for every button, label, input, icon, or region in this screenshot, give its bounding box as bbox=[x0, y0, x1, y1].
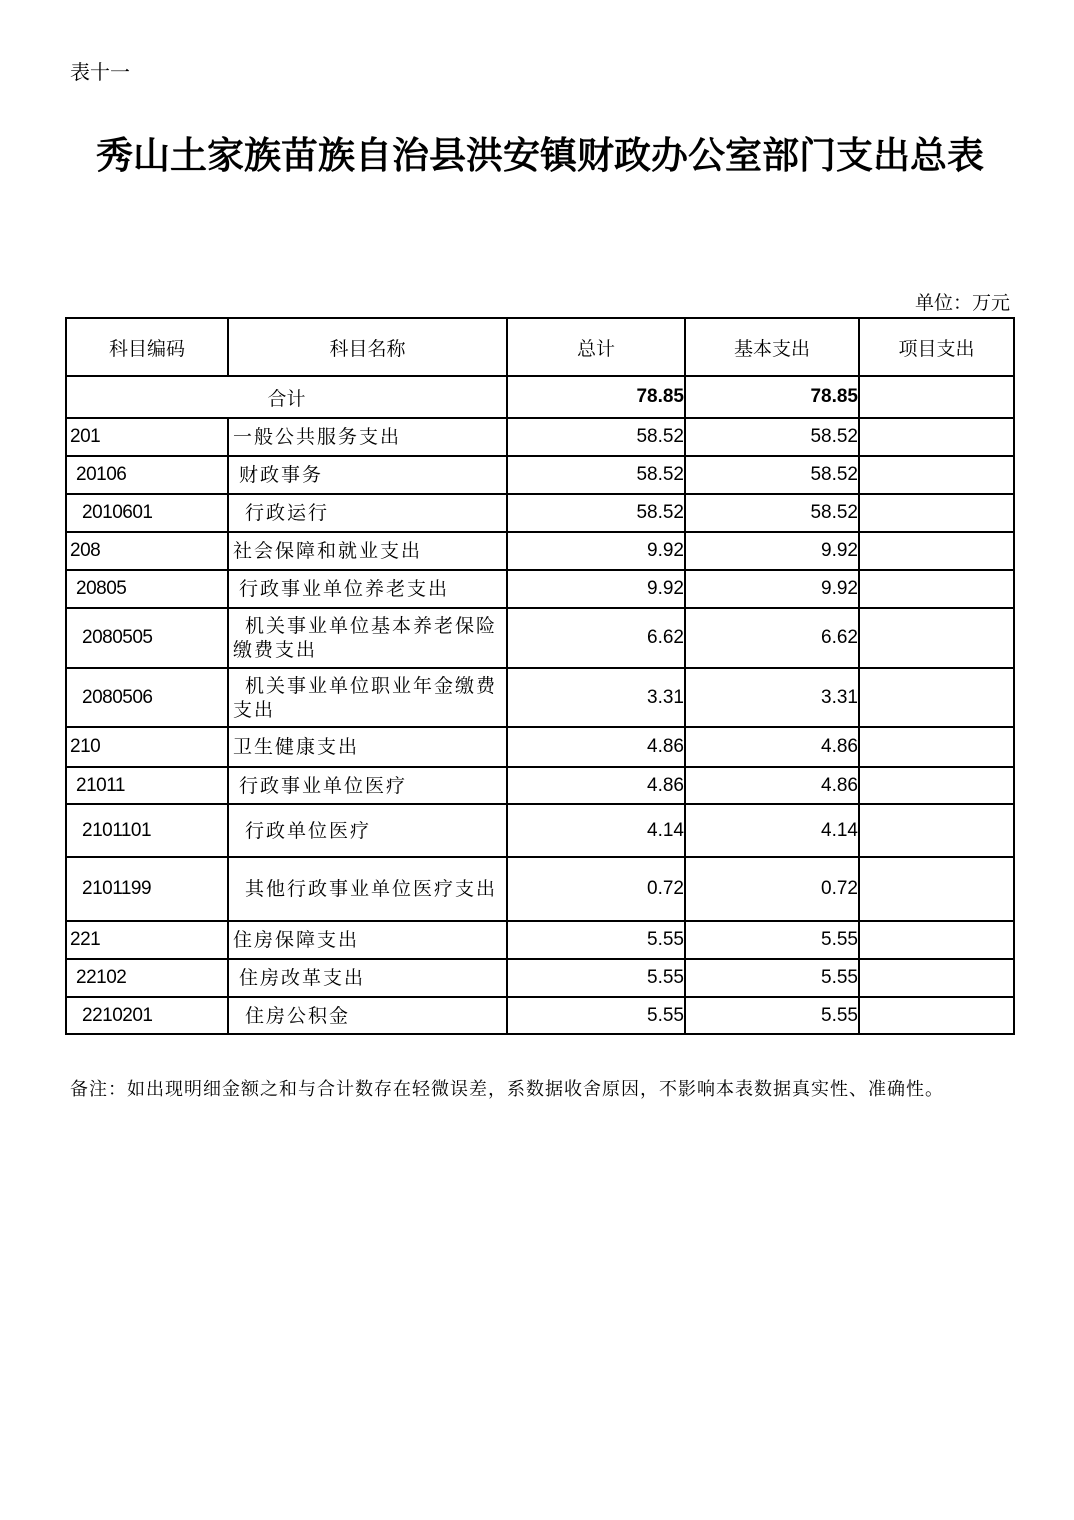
row-name: 社会保障和就业支出 bbox=[228, 532, 507, 570]
row-project bbox=[859, 997, 1014, 1034]
row-basic: 9.92 bbox=[685, 570, 859, 608]
row-basic: 5.55 bbox=[685, 921, 859, 959]
row-project bbox=[859, 767, 1014, 804]
table-row bbox=[66, 608, 1014, 668]
row-total: 5.55 bbox=[507, 921, 685, 959]
row-name: 行政运行 bbox=[228, 494, 507, 532]
header-code: 科目编码 bbox=[66, 318, 228, 376]
table-row bbox=[66, 921, 1014, 959]
row-basic: 58.52 bbox=[685, 418, 859, 456]
footnote: 备注：如出现明细金额之和与合计数存在轻微误差，系数据收舍原因，不影响本表数据真实性、准确性。 bbox=[70, 1079, 944, 1100]
row-code: 2010601 bbox=[66, 494, 228, 532]
header-name: 科目名称 bbox=[228, 318, 507, 376]
row-name: 机关事业单位基本养老保险缴费支出 bbox=[228, 608, 507, 668]
row-project bbox=[859, 857, 1014, 921]
table-row bbox=[66, 804, 1014, 857]
header-total: 总计 bbox=[507, 318, 685, 376]
row-code: 20106 bbox=[66, 456, 228, 494]
row-name: 行政单位医疗 bbox=[228, 804, 507, 857]
row-project bbox=[859, 804, 1014, 857]
row-basic: 0.72 bbox=[685, 857, 859, 921]
row-name: 住房保障支出 bbox=[228, 921, 507, 959]
row-code: 2210201 bbox=[66, 997, 228, 1034]
row-name: 财政事务 bbox=[228, 456, 507, 494]
row-code: 221 bbox=[66, 921, 228, 959]
row-total: 58.52 bbox=[507, 418, 685, 456]
table-row bbox=[66, 727, 1014, 767]
row-name: 行政事业单位医疗 bbox=[228, 767, 507, 804]
unit-label: 单位：万元 bbox=[914, 292, 1010, 314]
row-code: 2080505 bbox=[66, 608, 228, 668]
row-total: 0.72 bbox=[507, 857, 685, 921]
row-name: 行政事业单位养老支出 bbox=[228, 570, 507, 608]
row-code: 22102 bbox=[66, 959, 228, 997]
row-name: 卫生健康支出 bbox=[228, 727, 507, 767]
row-name: 其他行政事业单位医疗支出 bbox=[228, 857, 507, 921]
row-total: 5.55 bbox=[507, 959, 685, 997]
row-total: 9.92 bbox=[507, 570, 685, 608]
row-code: 2101199 bbox=[66, 857, 228, 921]
table-row bbox=[66, 570, 1014, 608]
row-project bbox=[859, 456, 1014, 494]
row-total: 6.62 bbox=[507, 608, 685, 668]
row-total: 4.86 bbox=[507, 767, 685, 804]
row-code: 20805 bbox=[66, 570, 228, 608]
table-row bbox=[66, 494, 1014, 532]
row-total: 58.52 bbox=[507, 456, 685, 494]
header-row bbox=[66, 318, 1014, 376]
row-total: 58.52 bbox=[507, 494, 685, 532]
table-row bbox=[66, 532, 1014, 570]
row-code: 21011 bbox=[66, 767, 228, 804]
row-basic: 5.55 bbox=[685, 959, 859, 997]
row-basic: 3.31 bbox=[685, 668, 859, 727]
total-project bbox=[859, 376, 1014, 418]
table-row bbox=[66, 456, 1014, 494]
row-project bbox=[859, 921, 1014, 959]
row-project bbox=[859, 608, 1014, 668]
header-project: 项目支出 bbox=[859, 318, 1014, 376]
table-row bbox=[66, 857, 1014, 921]
expenditure-table bbox=[65, 317, 1015, 1035]
table-row bbox=[66, 767, 1014, 804]
row-basic: 6.62 bbox=[685, 608, 859, 668]
row-project bbox=[859, 959, 1014, 997]
row-code: 2101101 bbox=[66, 804, 228, 857]
row-basic: 58.52 bbox=[685, 456, 859, 494]
total-row bbox=[66, 376, 1014, 418]
row-basic: 9.92 bbox=[685, 532, 859, 570]
row-code: 201 bbox=[66, 418, 228, 456]
row-name: 住房公积金 bbox=[228, 997, 507, 1034]
document-title: 秀山土家族苗族自治县洪安镇财政办公室部门支出总表 bbox=[96, 133, 984, 177]
row-name: 住房改革支出 bbox=[228, 959, 507, 997]
row-total: 3.31 bbox=[507, 668, 685, 727]
row-project bbox=[859, 668, 1014, 727]
row-basic: 4.86 bbox=[685, 727, 859, 767]
row-name: 机关事业单位职业年金缴费支出 bbox=[228, 668, 507, 727]
row-project bbox=[859, 727, 1014, 767]
row-name: 一般公共服务支出 bbox=[228, 418, 507, 456]
table-number: 表十一 bbox=[70, 60, 130, 84]
table-row bbox=[66, 418, 1014, 456]
table-row bbox=[66, 668, 1014, 727]
total-label: 合计 bbox=[66, 376, 507, 418]
row-code: 2080506 bbox=[66, 668, 228, 727]
row-project bbox=[859, 532, 1014, 570]
row-project bbox=[859, 494, 1014, 532]
row-project bbox=[859, 418, 1014, 456]
row-code: 208 bbox=[66, 532, 228, 570]
row-basic: 4.86 bbox=[685, 767, 859, 804]
row-total: 5.55 bbox=[507, 997, 685, 1034]
row-basic: 58.52 bbox=[685, 494, 859, 532]
table-row bbox=[66, 997, 1014, 1034]
row-total: 4.14 bbox=[507, 804, 685, 857]
row-code: 210 bbox=[66, 727, 228, 767]
row-basic: 5.55 bbox=[685, 997, 859, 1034]
total-basic: 78.85 bbox=[685, 376, 859, 418]
row-total: 4.86 bbox=[507, 727, 685, 767]
row-project bbox=[859, 570, 1014, 608]
total-total: 78.85 bbox=[507, 376, 685, 418]
row-basic: 4.14 bbox=[685, 804, 859, 857]
header-basic: 基本支出 bbox=[685, 318, 859, 376]
row-total: 9.92 bbox=[507, 532, 685, 570]
table-row bbox=[66, 959, 1014, 997]
